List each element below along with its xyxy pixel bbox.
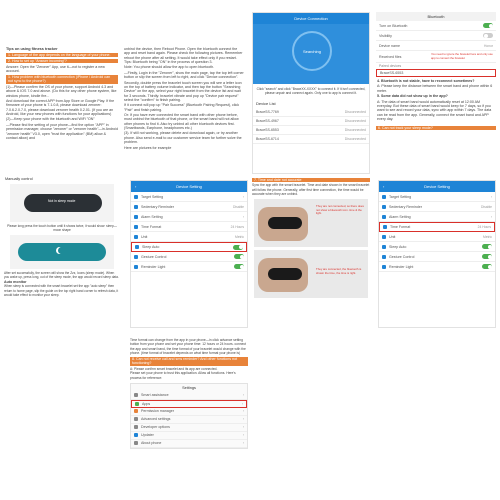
tip-para: (2)—Keep your phone with the bluetooth and WiFi "ON" (6, 117, 95, 122)
tip-q5: 5. Some data did not show up in the app? (377, 94, 448, 99)
sleep-icon (382, 245, 386, 249)
tip-q3: 1. How problem with bluetooth connection (iPhone / Android can not sync to the phone?) (6, 75, 118, 84)
setting-row[interactable]: Target Setting › (131, 192, 247, 202)
tip-para: If it connect will pop up "Pair Success" (Bluetooth Pairing Request), click "Pair" and finish pairing. (124, 103, 240, 112)
toggle-icon[interactable] (483, 23, 493, 28)
settings-row[interactable]: Smart assistance › (131, 392, 247, 400)
tip-a2: Answer: Open the "Zeroner" App, use it—not to register a new account. (6, 64, 105, 73)
device-connection-header: Device Connection (253, 13, 369, 24)
toggle-icon[interactable] (482, 244, 492, 249)
setting-row[interactable]: Sleep Auto (379, 242, 495, 252)
code-icon (134, 425, 138, 429)
chevron-right-icon: › (242, 433, 244, 438)
phone-bluetooth (376, 12, 496, 174)
setting-row[interactable]: Reminder Light (131, 262, 247, 272)
assistance-icon (134, 393, 138, 397)
scan-area (253, 24, 369, 84)
setting-row[interactable]: Reminder Light (379, 262, 495, 272)
back-icon[interactable]: ‹ (135, 184, 137, 189)
clock-icon (134, 225, 138, 229)
phone-device-connection (252, 12, 370, 174)
sleep-icon (135, 245, 139, 249)
chevron-right-icon: › (242, 417, 244, 422)
settings-row[interactable]: Updater › (131, 432, 247, 440)
toggle-icon[interactable] (233, 245, 243, 250)
chevron-right-icon: › (242, 441, 244, 446)
tip-q2: 2. How to set up "Answer incoming"? (6, 59, 118, 63)
list-item[interactable]: BraceSS-6714 Disconnected (253, 135, 369, 144)
setting-row[interactable]: Alarm Setting › (131, 212, 247, 222)
tip-q6: 6. Can not track your sleep mode? (376, 126, 496, 130)
back-icon[interactable]: ‹ (383, 184, 385, 189)
target-icon (382, 195, 386, 199)
tip-para: And download the correct APP from App Store or Google Play. If the firmware of your phone is 7.1.0.8, please download zeroner: 7.0.6.2.0.7.0, please download zeroner health 0.2.01. (If you are an Android, like your new phones with functions for your applications) (6, 99, 115, 116)
bt-row[interactable]: Device name Honor (376, 41, 496, 51)
device-setting-header: ‹ Device Setting (131, 181, 247, 192)
reminder-panel (130, 338, 248, 496)
tips-text-panel-2 (122, 45, 246, 173)
unit-icon (382, 235, 386, 239)
toggle-icon[interactable] (483, 33, 493, 38)
settings-row[interactable]: Developer options › (131, 424, 247, 432)
paired-device[interactable]: BraceSS-6553 (376, 69, 496, 77)
light-icon (134, 265, 138, 269)
sedentary-icon (134, 205, 138, 209)
moon-icon (58, 247, 65, 254)
tip-para: (3). If still not working, please delete and download again, or try another phone. Also send e-mail to our customer service team for further solve the problem. (124, 131, 242, 145)
setting-row[interactable]: Unit Metric (379, 232, 495, 242)
tips-text-panel (4, 45, 120, 173)
bt-note: You need to ignore the bracelet here and only use app to connect the bracelet (431, 52, 493, 60)
bracelet-photo-3 (254, 199, 368, 247)
setting-row-sleep-auto[interactable]: Sleep Auto (131, 242, 247, 252)
chevron-right-icon: › (490, 214, 492, 219)
bracelet-image (24, 194, 102, 212)
tip-para: Secondly, double press the bracelet touch screen you will see a letter icon on the top of battery volume indicator, and then tap the button "Searching Device" on the app, select your right bracelet from the device list and wait for 3 seconds. Thirdly: bracelet vibrate and pop up "Device pair request" select the "confirm" to finish pairing. (124, 80, 242, 102)
toggle-icon[interactable] (482, 254, 492, 259)
bt-row[interactable]: Turn on Bluetooth (376, 21, 496, 31)
settings-title: Settings (182, 385, 196, 390)
auto-title: Auto monitor (4, 280, 27, 285)
tip-para: Note: You phone should allow the app to open bluetooth. (124, 65, 215, 70)
setting-row[interactable]: Sedentary Reminder Disable (379, 202, 495, 212)
bracelet-photo-4 (254, 250, 368, 298)
settings-row[interactable]: About phone › (131, 440, 247, 448)
device-list (253, 108, 369, 144)
tip-a4: A: Please keep the distance between the smart band and phone within 6 meter. (377, 84, 493, 93)
note-a: They are not connected, so there does not show a bluetooth icon. time & the light. (316, 204, 364, 215)
tip-a5: A: The data of smart band would automatically reset at 12:00 AM everyday. But these data of smart band would keep for 7 days, so if you want to see and record your data, sync with app within 7 days. The data can be read from the app. Generally, connect the smart band and APP every day. (377, 99, 492, 121)
phone-device-setting-2 (378, 180, 496, 328)
setting-row[interactable]: Sedentary Reminder Disable (131, 202, 247, 212)
phone-device-setting-1 (130, 180, 248, 328)
settings-row-apps[interactable]: Apps › (131, 400, 247, 408)
device-setting-header: ‹ Device Setting (379, 181, 495, 192)
tips-heading: Tips on using fitness tracker (6, 47, 58, 51)
gesture-icon (382, 255, 386, 259)
tip-a8: A: Please confirm smart bracelet and its app are connected. (130, 367, 218, 371)
auto-text: When sleep is connected with the smart bracelet set the app "auto sleep" then return to home page, slip the guide on the top right hand corner to refresh data, it would take effect to monitor your sleep. (4, 284, 119, 298)
settings-screen (130, 383, 248, 449)
setting-row[interactable]: Unit Metric (131, 232, 247, 242)
tip-q8: 8. Can not receive call and sms reminder? And other functions not functioning? (130, 357, 248, 366)
bracelet-photo-1 (10, 184, 114, 222)
apps-icon (135, 402, 139, 406)
toggle-icon[interactable] (234, 264, 244, 269)
setting-row[interactable]: Gesture Control (131, 252, 247, 262)
settings-row[interactable]: Permission manager › (131, 408, 247, 416)
setting-row[interactable]: Time Format 24 Hours (131, 222, 247, 232)
tip-para: —Firstly, Login in the "Zeroner", show the main page, tap the top left corner button or slip the screen from left to right, and click "Device connection". (124, 70, 244, 80)
sleep-label: Not in sleep mode (48, 199, 76, 203)
chevron-right-icon: › (242, 393, 244, 398)
alarm-icon (382, 215, 386, 219)
connection-hint: Click "search" and click "BraceXX-XXXX" to connect it. If it isn't connected, please unpair and connect again. Only one to app is connect it. (256, 87, 366, 96)
tip-q1: 1. Language of the app depends on the language of your phone. (6, 53, 118, 57)
device-list-title: Device List (256, 100, 276, 106)
chevron-right-icon: › (241, 401, 243, 406)
tip-q7: 7. Time and date not accurate (252, 178, 370, 182)
bracelet-image (268, 268, 302, 280)
manual-title: Manually control (5, 177, 33, 181)
scan-ring[interactable] (292, 31, 332, 71)
list-item[interactable]: BraceSS-4967 Disconnected (253, 117, 369, 126)
note-b: They are connected, the bluetooth is shown the time, the time is right. (316, 267, 362, 275)
bt-row[interactable]: Received files You need to ignore the bracelet here and only use app to connect the bracelet (376, 51, 496, 63)
paired-title: Paired devices (379, 64, 402, 68)
update-icon (134, 433, 138, 437)
bracelet-image (268, 217, 302, 229)
alarm-icon (134, 215, 138, 219)
setting-row[interactable]: Alarm Setting › (379, 212, 495, 222)
bluetooth-header: Bluetooth (376, 12, 496, 21)
settings-row[interactable]: Advanced settings › (131, 416, 247, 424)
tip-a8b: Please set your phone to trust this application. Allow all functions. Here's process for reference: (130, 371, 236, 380)
tip-para: Here are pictures for example (124, 145, 172, 150)
phone-icon (134, 441, 138, 445)
manual-control-panel (4, 176, 120, 336)
light-icon (382, 265, 386, 269)
list-item[interactable]: BraceSS-7769 Disconnected (253, 108, 369, 117)
scan-label: Searching (302, 48, 321, 54)
toggle-icon[interactable] (482, 264, 492, 269)
setting-row[interactable]: Gesture Control (379, 252, 495, 262)
tip-q4: 4. Bluetooth is not stable, have to reconnect sometimes? (377, 79, 475, 83)
tip-para: unbind the device, then Reboot Phone. Open the bluetooth connect the app and reset band again. Please check the following pictures. Remember reboot the phone after all setting. It would take effect only if you restart. Tips: Bluetooth being "ON" in the process of question 3. (124, 47, 243, 64)
setting-row[interactable]: Target Setting › (379, 192, 495, 202)
setting-row-time-format[interactable]: Time Format 24 Hours (379, 222, 495, 232)
gesture-icon (134, 255, 138, 259)
time-date-panel (252, 176, 370, 336)
sedentary-icon (382, 205, 386, 209)
tip-para: Or: If you have ever connected the smart band with other phone before, must unbind the bluetooth of that phone, or the smart band will not allow other phones to find it. Also try unbind all other bluetooth devices first. (Smartbands, Earphone, headphones etc.) (124, 113, 239, 130)
shield-icon (134, 409, 138, 413)
target-icon (134, 195, 138, 199)
bracelet-photo-2 (10, 235, 114, 269)
chevron-right-icon: › (490, 194, 492, 199)
unit-icon (134, 235, 138, 239)
time-format-text: Time format can change from the app in your phone—in click advance setting button from your phone and set your phone time: 12 hours or 24 hours. connect the app and smart band, the time format of your bracelet would change with the phone. (time format of bracelet depends on what time format your phone is) (130, 338, 247, 355)
toggle-icon[interactable] (234, 254, 244, 259)
clock-icon (383, 225, 387, 229)
chevron-right-icon: › (242, 409, 244, 414)
time-text: Sync the app with the smart bracelet. Time and date shown in the smart bracelet will follow the phone. Generally, after first time connection, the time would be accurate when they are unbind. (252, 183, 370, 196)
chevron-right-icon: › (242, 194, 244, 199)
gear-icon (134, 417, 138, 421)
caption-2: After set successfully, the screen will show the Zzz, Icons (sleep mode). When you wake up, press long, out of the sleep mode, the app would record sleep data. (4, 270, 119, 279)
tip-para: (1)—Please confirm the OS of your phone, support Android 4.3 and above & IOS 7.0 and above. (Do this for any other phone system, like window phone, kindle fire... (6, 85, 117, 98)
tip-para: —Please find the setting of your phone—find the option "APP" in permission manager, choose "zeroner" or "zeroner health"—in Android "zeroner health" V3.0, open "trust the application" (BM) allow & contact allow) and (6, 122, 118, 140)
list-item[interactable]: BraceSS-6553 Disconnected (253, 126, 369, 135)
bt-row[interactable]: Visibility (376, 31, 496, 41)
caption-1: Please long press the touch button until it shows twice, it would show: sleep—moon shape (7, 224, 117, 233)
chevron-right-icon: › (242, 214, 244, 219)
chevron-right-icon: › (242, 425, 244, 430)
